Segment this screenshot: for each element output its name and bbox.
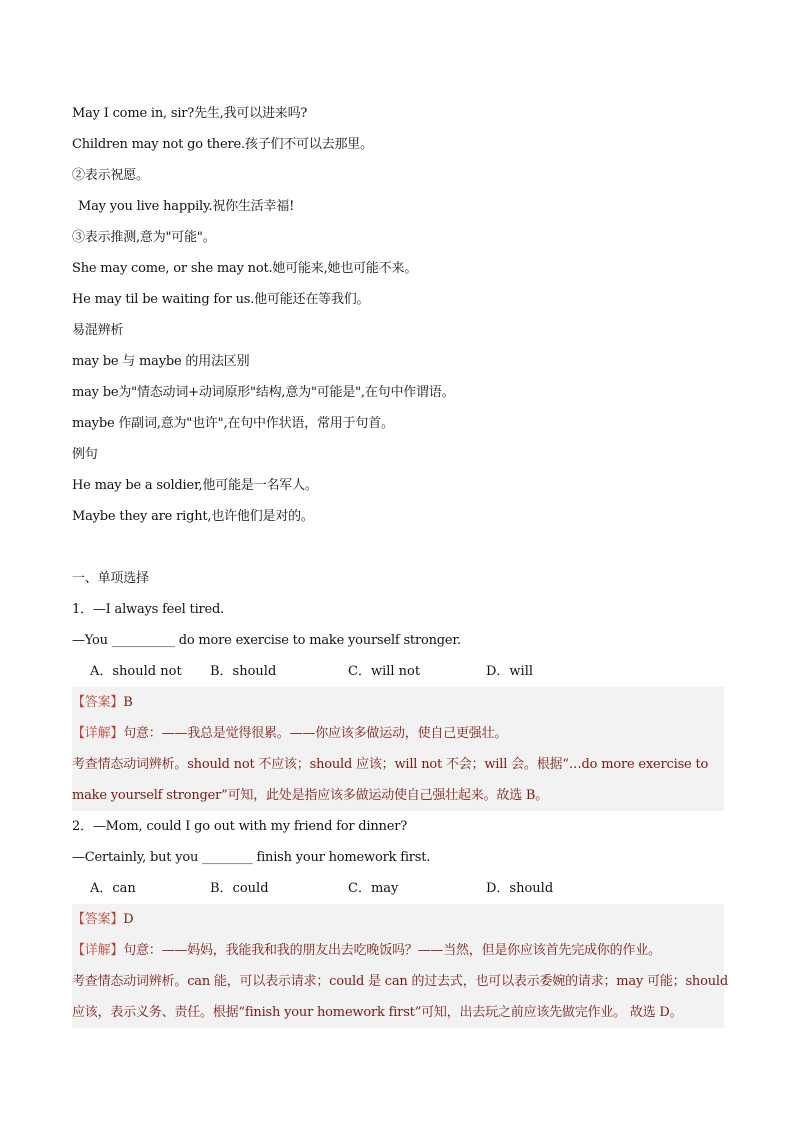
option-d: D．will [486, 664, 534, 679]
option-a: A．should not [90, 664, 182, 679]
question-stem-2: —You __________ do more exercise to make yourself stronger. [72, 633, 461, 648]
spacer [72, 532, 724, 563]
analysis-line: 考查情态动词辨析。should not 不应该；should 应该；will not 不会；will 会。根据“…do more exercise to [72, 757, 709, 772]
detail-text: 句意：——我总是觉得很累。——你应该多做运动，使自己更强壮。 [123, 726, 508, 741]
text-line: may be为"情态动词+动词原形"结构,意为"可能是",在句中作谓语。 [72, 385, 455, 400]
text-line: Children may not go there.孩子们不可以去那里。 [72, 137, 373, 152]
text-line: may be 与 maybe 的用法区别 [72, 354, 250, 369]
answer-tag: 【答案】 [72, 912, 124, 927]
answer-line [72, 687, 724, 718]
text-line: May you live happily.祝你生活幸福! [78, 199, 295, 214]
question-1 [72, 594, 724, 811]
options-row [72, 873, 724, 904]
option-b: B．could [210, 881, 269, 896]
text-line: ③表示推测,意为"可能"。 [72, 230, 216, 245]
text-line: He may be a soldier,他可能是一名军人。 [72, 478, 318, 493]
answer-tag: 【答案】 [72, 695, 124, 710]
document-page [72, 98, 728, 1028]
text-line: Maybe they are right,也许他们是对的。 [72, 509, 314, 524]
options-row [72, 656, 724, 687]
analysis-line: 应该，表示义务、责任。根据“finish your homework first”可知，出去玩之前应该先做完作业。 故选 D。 [72, 1005, 683, 1020]
option-c: C．will not [348, 664, 421, 679]
question-stem: 1．—I always feel tired. [72, 602, 225, 617]
answer-block [72, 687, 724, 811]
option-a: A．can [90, 881, 136, 896]
detail-line [72, 935, 724, 966]
text-line: She may come, or she may not.她可能来,她也可能不来。 [72, 261, 418, 276]
detail-tag: 【详解】 [72, 943, 124, 958]
answer-value: D [123, 912, 134, 927]
section-title: 一、单项选择 [72, 571, 149, 586]
option-b: B．should [210, 664, 277, 679]
text-line: ②表示祝愿。 [72, 168, 149, 183]
question-stem-2: —Certainly, but you ________ finish your homework first. [72, 850, 431, 865]
answer-value: B [123, 695, 133, 710]
question-2 [72, 811, 728, 1028]
detail-text: 句意：——妈妈，我能我和我的朋友出去吃晚饭吗？——当然，但是你应该首先完成你的作业。 [123, 943, 661, 958]
text-line: May I come in, sir?先生,我可以进来吗? [72, 106, 308, 121]
text-line: 例句 [72, 447, 98, 462]
question-stem: 2．—Mom, could I go out with my friend for dinner? [72, 819, 408, 834]
analysis-line: 考查情态动词辨析。can 能，可以表示请求；could 是 can 的过去式，也可以表示委婉的请求；may 可能；should [72, 974, 728, 989]
text-line: maybe 作副词,意为"也许",在句中作状语，常用于句首。 [72, 416, 394, 431]
option-c: C．may [348, 881, 399, 896]
analysis-line: make yourself stronger”可知，此处是指应该多做运动使自己强壮起来。故选 B。 [72, 788, 549, 803]
detail-tag: 【详解】 [72, 726, 124, 741]
answer-line [72, 904, 724, 935]
answer-block [72, 904, 728, 1028]
text-line: 易混辨析 [72, 323, 124, 338]
text-line: He may til be waiting for us.他可能还在等我们。 [72, 292, 370, 307]
option-d: D．should [486, 881, 554, 896]
detail-line [72, 718, 724, 749]
